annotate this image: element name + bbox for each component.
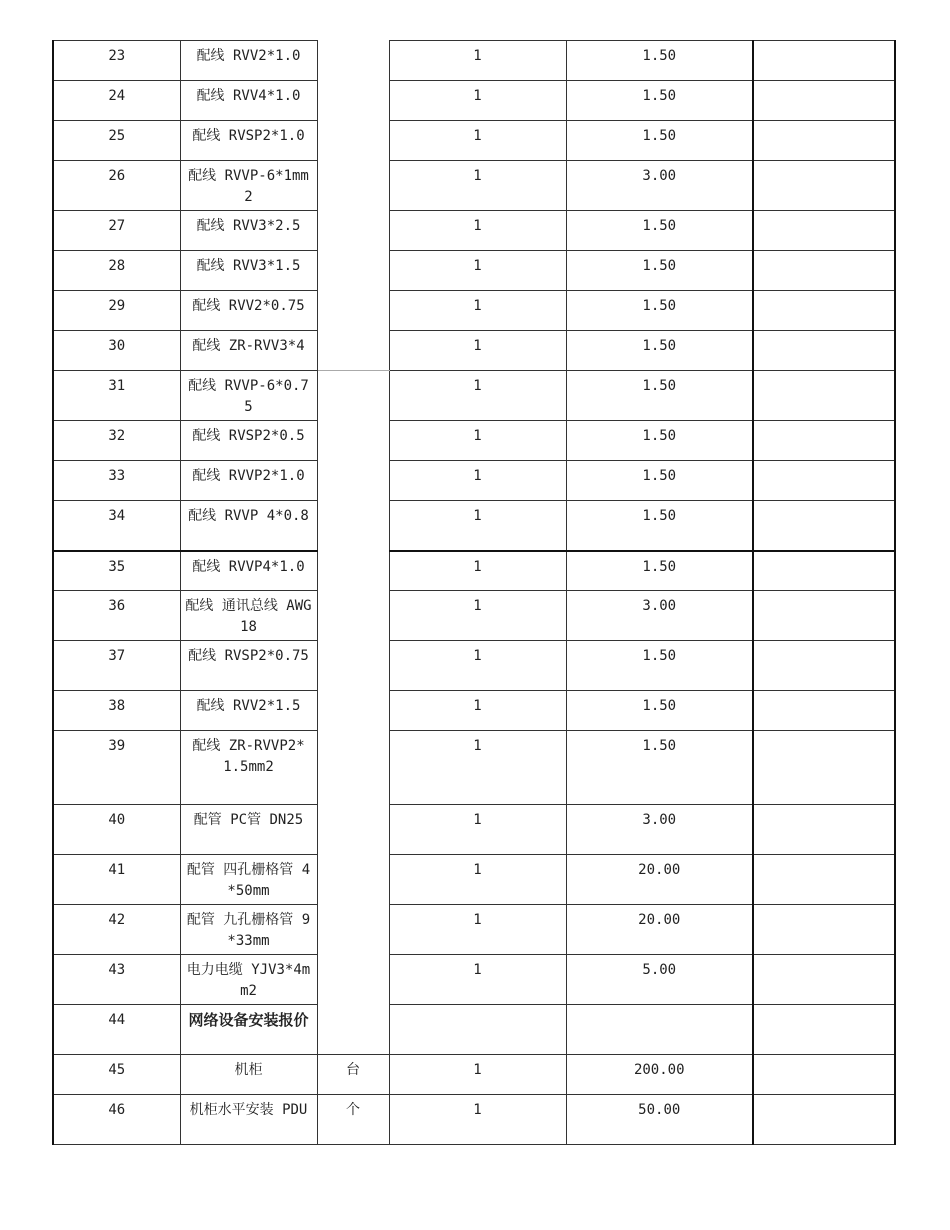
table-row [53,291,895,331]
row-number: 32 [53,421,180,461]
item-unit-price: 3.00 [566,591,753,641]
item-unit [317,955,389,1005]
item-unit-price: 1.50 [566,731,753,805]
item-note [753,331,895,371]
item-name: 配线 RVVP2*1.0 [180,461,317,501]
item-quantity: 1 [389,551,566,591]
item-unit [317,501,389,551]
item-unit: 个 [317,1095,389,1145]
item-unit-price: 1.50 [566,331,753,371]
item-name: 配线 RVV2*0.75 [180,291,317,331]
row-number: 46 [53,1095,180,1145]
table-row [53,691,895,731]
item-unit-price [566,1005,753,1055]
item-quantity: 1 [389,501,566,551]
item-name: 配线 通讯总线 AWG18 [180,591,317,641]
item-unit [317,1005,389,1055]
item-quantity: 1 [389,81,566,121]
item-unit [317,691,389,731]
item-unit-price: 1.50 [566,41,753,81]
item-quantity: 1 [389,805,566,855]
row-number: 45 [53,1055,180,1095]
row-number: 29 [53,291,180,331]
item-name: 配线 RVV4*1.0 [180,81,317,121]
item-name: 配线 RVV3*1.5 [180,251,317,291]
item-name: 配管 九孔栅格管 9*33mm [180,905,317,955]
item-note [753,161,895,211]
item-name: 配线 RVVP-6*0.75 [180,371,317,421]
item-quantity: 1 [389,1055,566,1095]
table-row [53,905,895,955]
item-unit [317,731,389,805]
item-name: 机柜水平安装 PDU [180,1095,317,1145]
item-name: 网络设备安装报价 [180,1005,317,1055]
row-number: 33 [53,461,180,501]
item-note [753,905,895,955]
item-note [753,121,895,161]
row-number: 26 [53,161,180,211]
item-note [753,955,895,1005]
row-number: 36 [53,591,180,641]
item-name: 配线 RVVP 4*0.8 [180,501,317,551]
item-name: 配管 PC管 DN25 [180,805,317,855]
table-row [53,731,895,805]
row-number: 34 [53,501,180,551]
row-number: 44 [53,1005,180,1055]
item-name: 配线 ZR-RVVP2*1.5mm2 [180,731,317,805]
item-quantity: 1 [389,331,566,371]
table-row [53,121,895,161]
table-row [53,161,895,211]
item-name: 配线 RVV3*2.5 [180,211,317,251]
item-quantity: 1 [389,461,566,501]
item-quantity: 1 [389,855,566,905]
item-unit [317,805,389,855]
item-quantity: 1 [389,291,566,331]
item-quantity: 1 [389,161,566,211]
item-note [753,641,895,691]
item-unit [317,421,389,461]
item-unit-price: 1.50 [566,81,753,121]
item-unit [317,211,389,251]
item-note [753,251,895,291]
item-note [753,81,895,121]
item-unit [317,591,389,641]
item-unit-price: 1.50 [566,461,753,501]
item-note [753,731,895,805]
table-row [53,251,895,291]
item-name: 配线 RVV2*1.0 [180,41,317,81]
item-unit-price: 20.00 [566,855,753,905]
item-name: 配线 RVVP-6*1mm2 [180,161,317,211]
item-unit-price: 1.50 [566,691,753,731]
table-row [53,41,895,81]
item-quantity: 1 [389,731,566,805]
quote-table [52,40,896,1145]
row-number: 30 [53,331,180,371]
row-number: 42 [53,905,180,955]
item-unit-price: 1.50 [566,421,753,461]
table-row [53,1005,895,1055]
row-number: 27 [53,211,180,251]
item-note [753,41,895,81]
item-quantity: 1 [389,211,566,251]
item-unit-price: 3.00 [566,805,753,855]
item-unit-price: 1.50 [566,211,753,251]
item-note [753,421,895,461]
item-unit-price: 3.00 [566,161,753,211]
item-unit [317,161,389,211]
row-number: 40 [53,805,180,855]
item-name: 配管 四孔栅格管 4*50mm [180,855,317,905]
item-quantity: 1 [389,251,566,291]
item-unit [317,81,389,121]
item-quantity: 1 [389,591,566,641]
table-row [53,421,895,461]
item-note [753,461,895,501]
item-quantity: 1 [389,121,566,161]
table-row [53,805,895,855]
item-name: 配线 RVSP2*1.0 [180,121,317,161]
row-number: 38 [53,691,180,731]
table-row [53,641,895,691]
table-row [53,501,895,551]
table-row [53,855,895,905]
item-quantity: 1 [389,1095,566,1145]
item-note [753,855,895,905]
item-name: 配线 ZR-RVV3*4 [180,331,317,371]
item-name: 机柜 [180,1055,317,1095]
table-row [53,461,895,501]
item-note [753,1055,895,1095]
item-unit [317,855,389,905]
item-note [753,501,895,551]
item-unit [317,461,389,501]
item-note [753,1005,895,1055]
item-unit-price: 1.50 [566,641,753,691]
item-unit [317,331,389,371]
table-row [53,211,895,251]
item-name: 配线 RVV2*1.5 [180,691,317,731]
row-number: 31 [53,371,180,421]
item-unit-price: 1.50 [566,251,753,291]
item-unit-price: 200.00 [566,1055,753,1095]
item-unit [317,551,389,591]
item-unit-price: 1.50 [566,501,753,551]
item-quantity: 1 [389,905,566,955]
row-number: 41 [53,855,180,905]
item-name: 配线 RVVP4*1.0 [180,551,317,591]
item-quantity [389,1005,566,1055]
item-unit-price: 1.50 [566,291,753,331]
item-note [753,291,895,331]
row-number: 24 [53,81,180,121]
table-row [53,371,895,421]
item-name: 配线 RVSP2*0.75 [180,641,317,691]
item-quantity: 1 [389,421,566,461]
row-number: 23 [53,41,180,81]
table-row [53,331,895,371]
item-unit [317,905,389,955]
item-unit-price: 50.00 [566,1095,753,1145]
item-unit [317,251,389,291]
table-row [53,81,895,121]
item-unit-price: 1.50 [566,121,753,161]
table-row [53,1095,895,1145]
row-number: 39 [53,731,180,805]
item-quantity: 1 [389,955,566,1005]
item-unit [317,121,389,161]
item-unit [317,291,389,331]
item-note [753,551,895,591]
item-note [753,591,895,641]
item-unit-price: 1.50 [566,551,753,591]
item-unit: 台 [317,1055,389,1095]
item-note [753,805,895,855]
row-number: 37 [53,641,180,691]
item-note [753,211,895,251]
row-number: 25 [53,121,180,161]
table-row [53,1055,895,1095]
item-unit-price: 1.50 [566,371,753,421]
row-number: 35 [53,551,180,591]
item-unit [317,41,389,81]
table-row [53,591,895,641]
table-row [53,551,895,591]
item-unit-price: 5.00 [566,955,753,1005]
item-unit [317,641,389,691]
item-quantity: 1 [389,41,566,81]
item-name: 电力电缆 YJV3*4mm2 [180,955,317,1005]
item-note [753,371,895,421]
row-number: 43 [53,955,180,1005]
item-note [753,1095,895,1145]
table-row [53,955,895,1005]
item-unit-price: 20.00 [566,905,753,955]
row-number: 28 [53,251,180,291]
item-quantity: 1 [389,641,566,691]
item-name: 配线 RVSP2*0.5 [180,421,317,461]
item-quantity: 1 [389,371,566,421]
item-unit [317,371,389,421]
item-quantity: 1 [389,691,566,731]
item-note [753,691,895,731]
